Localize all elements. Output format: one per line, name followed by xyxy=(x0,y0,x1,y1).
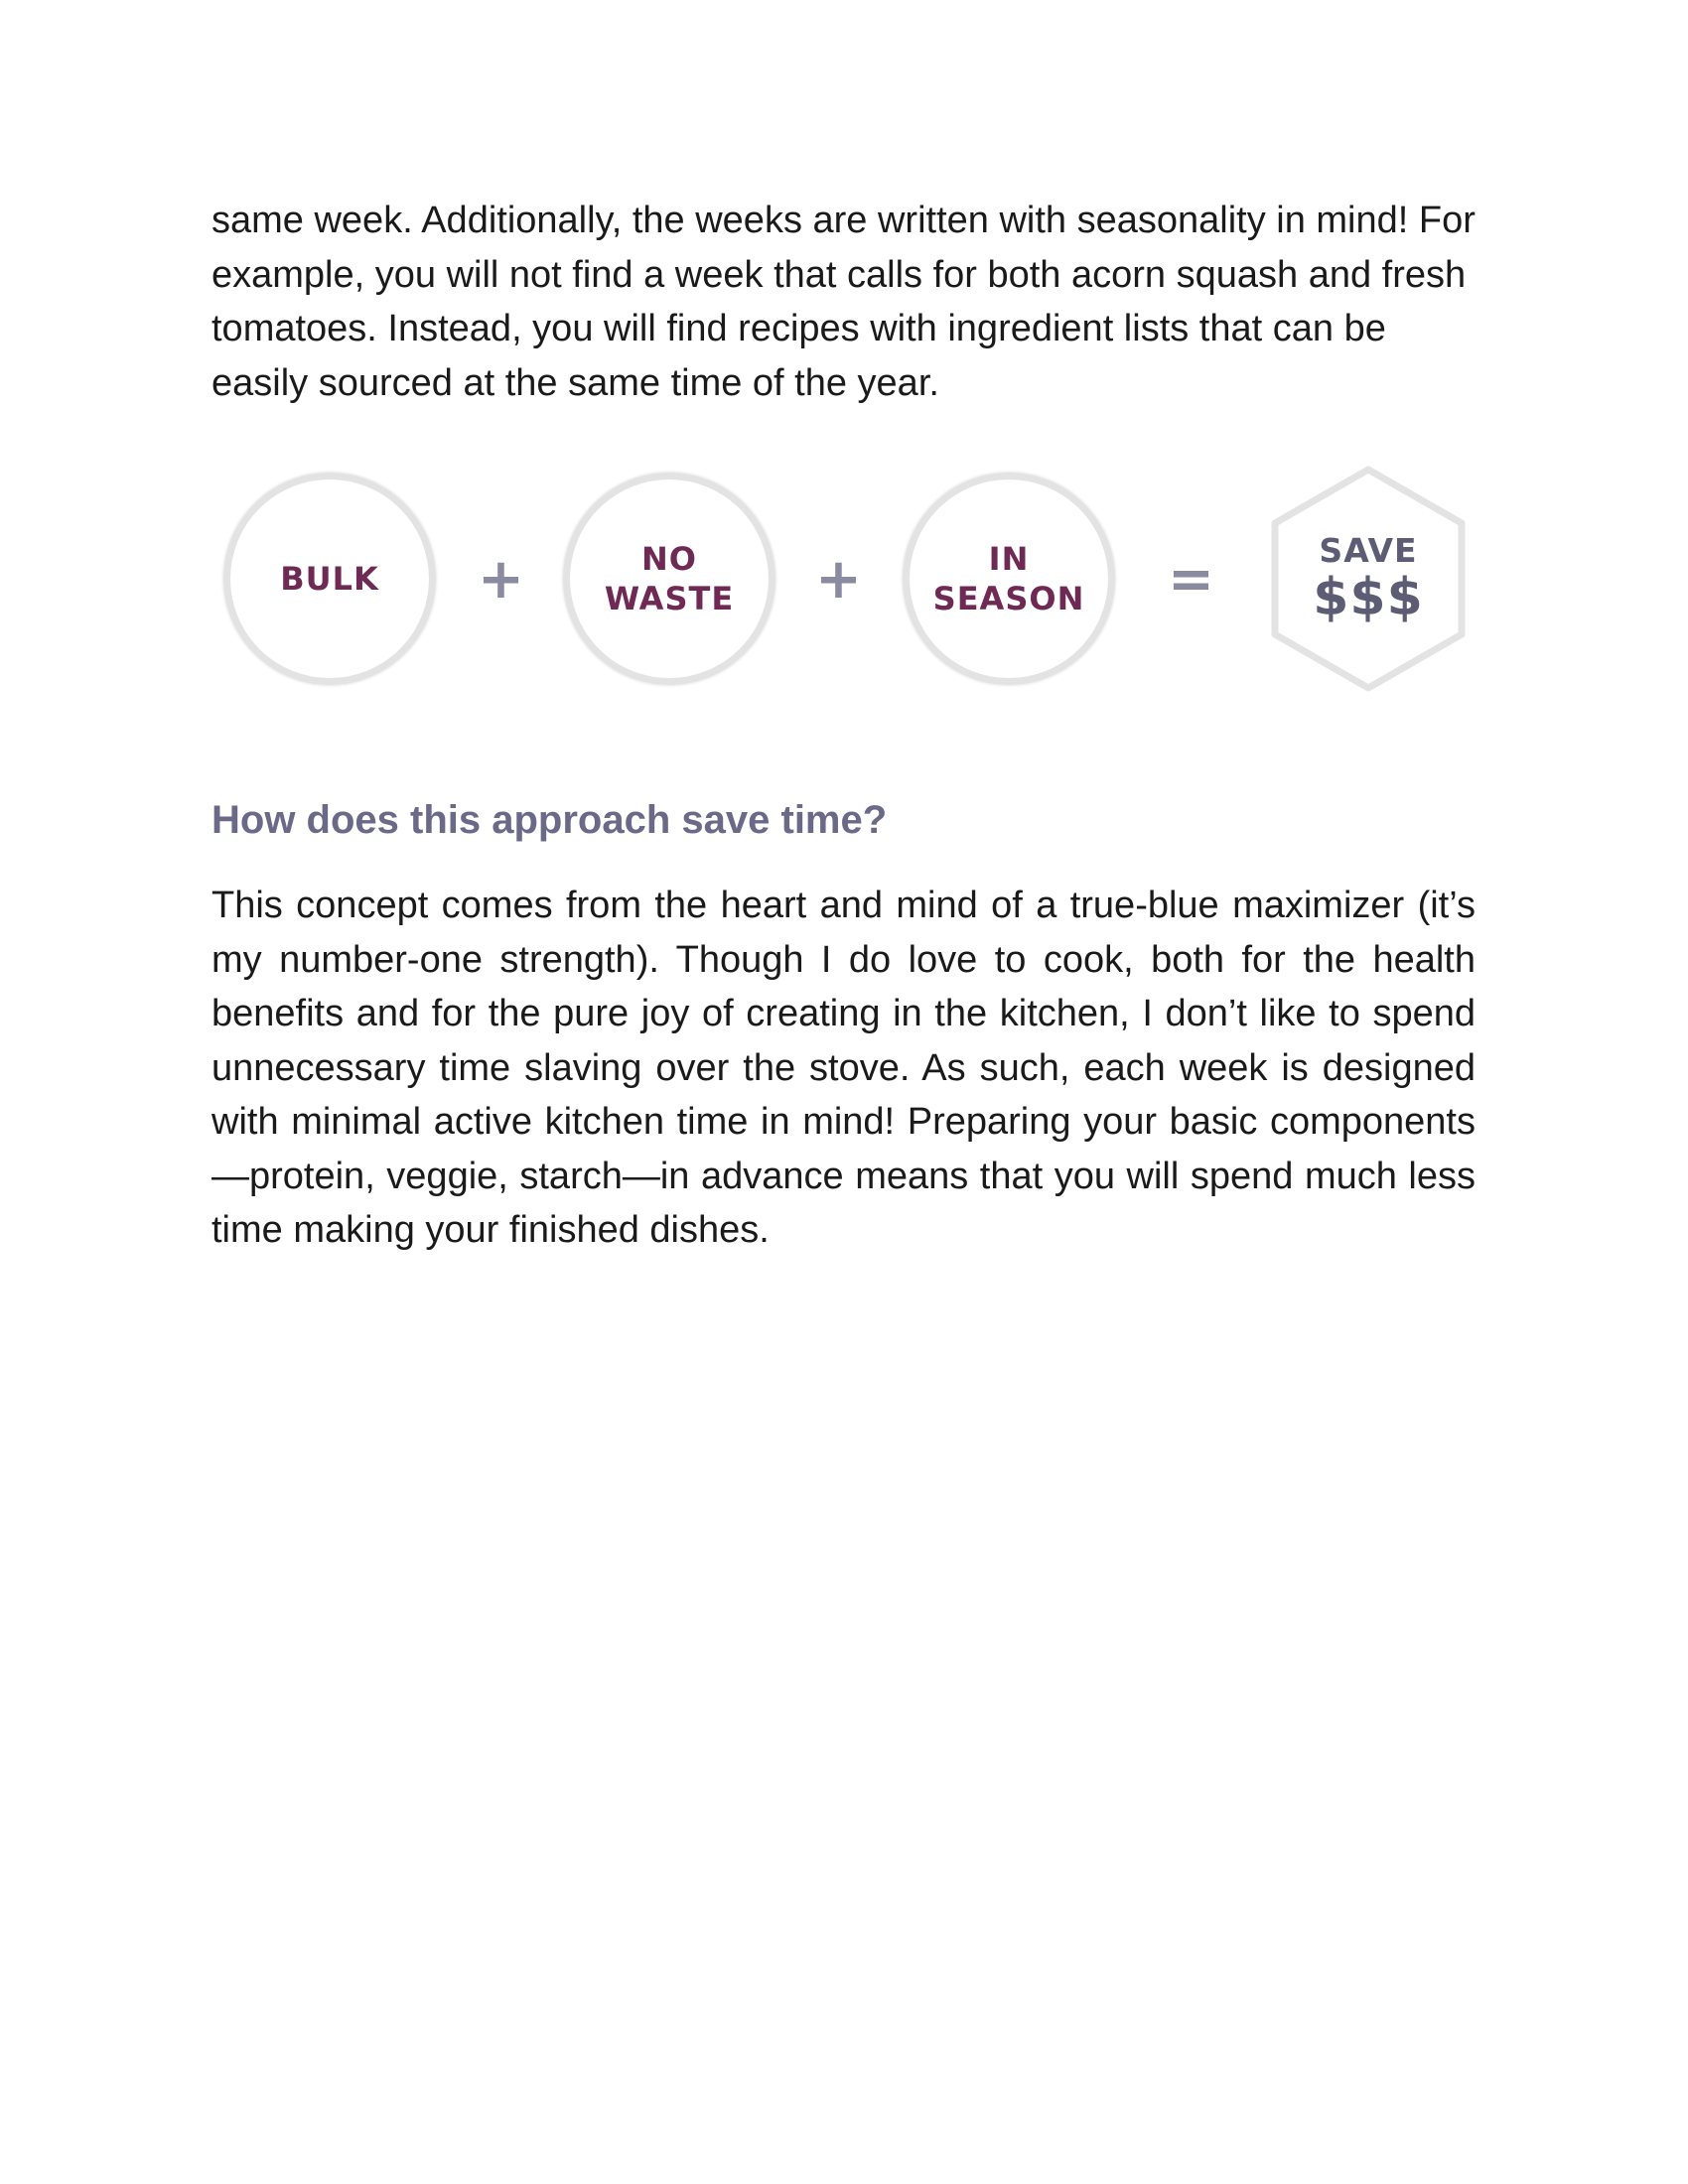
no-waste-line-2: WASTE xyxy=(604,580,735,617)
bulk-label: BULK xyxy=(280,560,379,598)
savings-equation xyxy=(211,470,1476,718)
no-waste-circle xyxy=(563,473,775,685)
save-label: SAVE xyxy=(1319,531,1418,570)
body-paragraph: This concept comes from the heart and mind of a true-blue maximizer (it’s my number-one strength). Though I do love to cook, both for the health benefits and for the pure joy of creating in the kitchen, I don’t like to spend unnecessary time slaving over the stove. As such, each week is designed with minimal active kitchen time in mind! Preparing your basic components—protein, veggie, starch—in advance means that you will spend much less time making your finished dishes. xyxy=(211,885,1476,1251)
save-hexagon xyxy=(1264,462,1473,696)
equals-sign: = xyxy=(1168,546,1215,612)
in-season-line-2: SEASON xyxy=(932,580,1085,617)
in-season-line-1: IN xyxy=(988,540,1030,578)
plus-sign-1: + xyxy=(478,546,525,612)
no-waste-line-1: NO xyxy=(641,540,697,578)
page-content xyxy=(211,194,1476,1258)
intro-paragraph: same week. Additionally, the weeks are written with seasonality in mind! For example, you will not find a week that calls for both acorn squash and fresh tomatoes. Instead, you will find recipes with ingredient lists that can be easily sourced at the same time of the year. xyxy=(211,200,1476,404)
save-money: $$$ xyxy=(1313,568,1424,627)
in-season-circle xyxy=(903,473,1115,685)
plus-sign-2: + xyxy=(815,546,863,612)
bulk-circle xyxy=(223,473,436,685)
save-text-block xyxy=(1264,462,1473,696)
section-heading: How does this approach save time? xyxy=(211,798,888,842)
